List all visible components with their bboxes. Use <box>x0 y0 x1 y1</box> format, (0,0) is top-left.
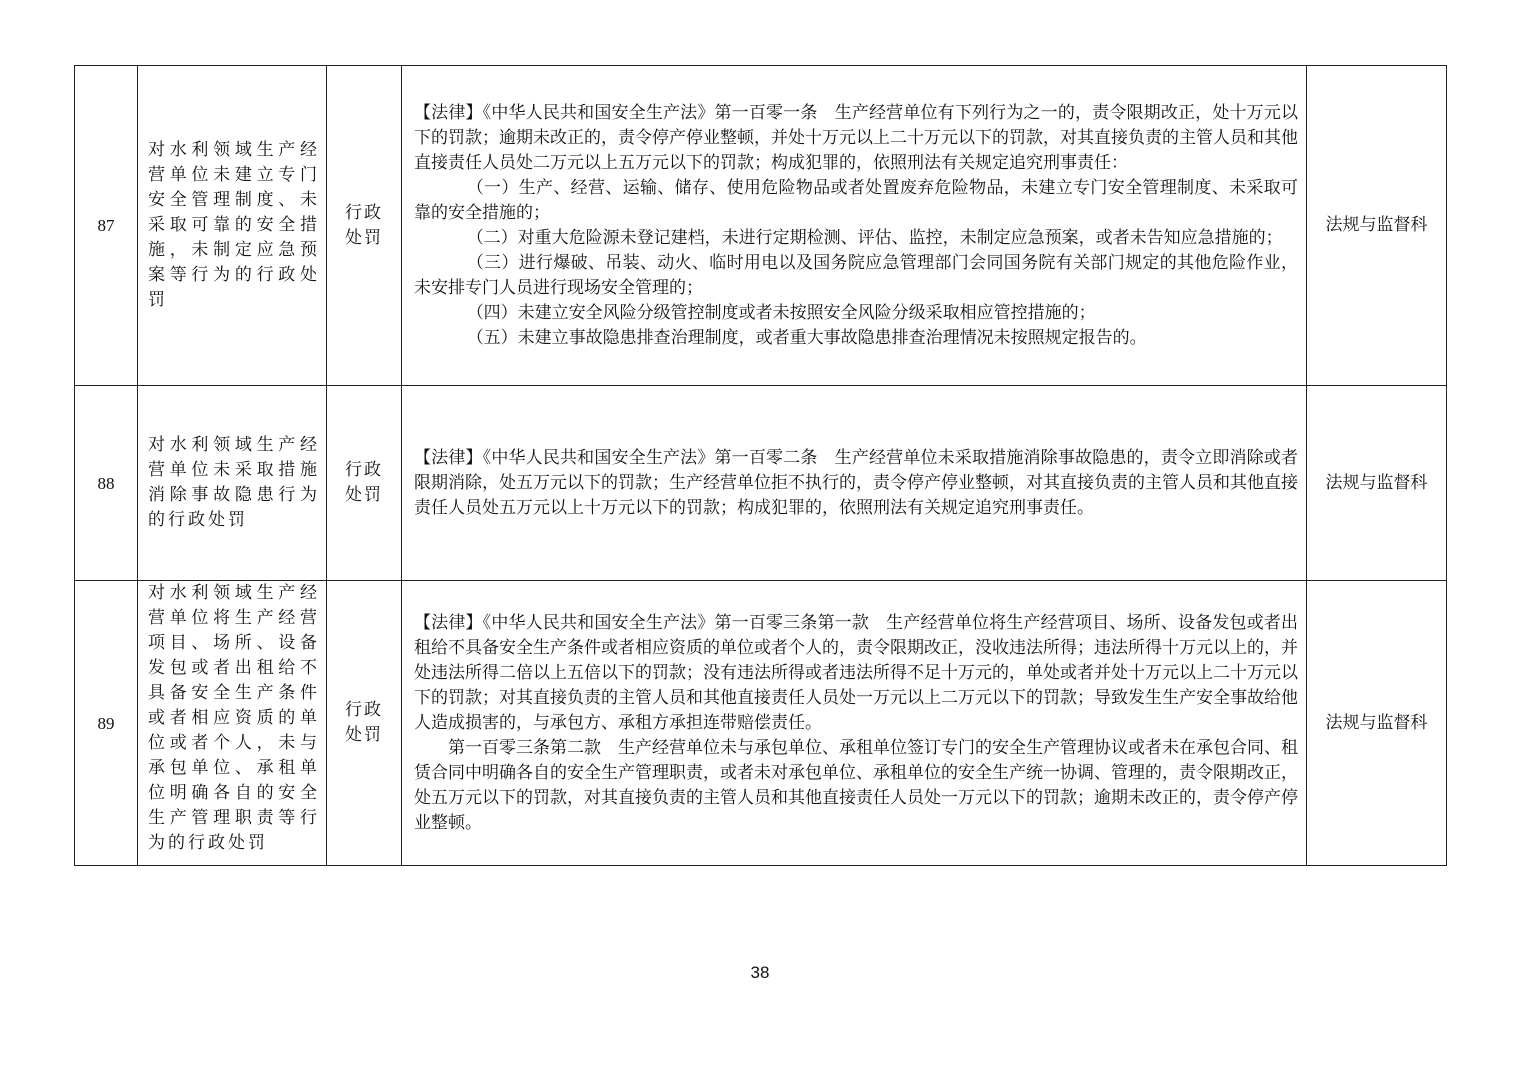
table-row <box>75 581 1447 866</box>
responsible-dept: 法规与监督科 <box>1307 66 1447 386</box>
table-row <box>75 386 1447 581</box>
basis-paragraph: 【法律】《中华人民共和国安全生产法》第一百零三条第一款 生产经营单位将生产经营项目、场所、设备发包或者出租给不具备安全生产条件或者相应资质的单位或者个人的，责令限期改正，没收违法所得；违法所得十万元以上的，并处违法所得二倍以上五倍以下的罚款；没有违法所得或者违法所得不足十万元的，单处或者并处十万元以上二十万元以下的罚款；对其直接负责的主管人员和其他直接责任人员处一万元以上二万元以下的罚款；导致发生生产安全事故给他人造成损害的，与承包方、承租方承担连带赔偿责任。 <box>414 612 1298 733</box>
responsible-dept: 法规与监督科 <box>1307 386 1447 581</box>
action-type-text: 行政 处罚 <box>345 202 383 248</box>
row-number: 88 <box>75 386 138 581</box>
basis-paragraph: （四）未建立安全风险分级管控制度或者未按照安全风险分级采取相应管控措施的； <box>466 302 1096 323</box>
basis-paragraph: （一）生产、经营、运输、储存、使用危险物品或者处置废弃危险物品，未建立专门安全管理制度、未采取可靠的安全措施的； <box>414 177 1298 223</box>
legal-basis <box>402 581 1307 866</box>
page-number: 38 <box>750 963 770 982</box>
table-row <box>75 66 1447 386</box>
basis-paragraph: 【法律】《中华人民共和国安全生产法》第一百零二条 生产经营单位未采取措施消除事故隐患的，责令立即消除或者限期消除，处五万元以下的罚款；生产经营单位拒不执行的，责令停产停业整顿，对其直接负责的主管人员和其他直接责任人员处五万元以上十万元以下的罚款；构成犯罪的，依照刑法有关规定追究刑事责任。 <box>414 447 1298 518</box>
item-name: 对水利领域生产经营单位将生产经营项目、场所、设备发包或者出租给不具备安全生产条件或者相应资质的单位或者个人，未与承包单位、承租单位明确各自的安全生产管理职责等行为的行政处罚 <box>138 581 327 866</box>
action-type-text: 行政 处罚 <box>345 700 383 745</box>
basis-paragraph: （三）进行爆破、吊装、动火、临时用电以及国务院应急管理部门会同国务院有关部门规定的其他危险作业，未安排专门人员进行现场安全管理的； <box>414 252 1298 298</box>
legal-basis <box>402 386 1307 581</box>
action-type <box>327 581 402 866</box>
item-name: 对水利领域生产经营单位未采取措施消除事故隐患行为的行政处罚 <box>138 386 327 581</box>
basis-paragraph: 【法律】《中华人民共和国安全生产法》第一百零一条 生产经营单位有下列行为之一的，责令限期改正，处十万元以下的罚款；逾期未改正的，责令停产停业整顿，并处十万元以上二十万元以下的罚款，对其直接负责的主管人员和其他直接责任人员处二万元以上五万元以下的罚款；构成犯罪的，依照刑法有关规定追究刑事责任： <box>414 102 1298 173</box>
responsible-dept: 法规与监督科 <box>1307 581 1447 866</box>
basis-paragraph: （五）未建立事故隐患排查治理制度，或者重大事故隐患排查治理情况未按照规定报告的。 <box>466 327 1147 348</box>
legal-basis <box>402 66 1307 386</box>
row-number: 89 <box>75 581 138 866</box>
row-number: 87 <box>75 66 138 386</box>
action-type <box>327 386 402 581</box>
item-name: 对水利领域生产经营单位未建立专门安全管理制度、未采取可靠的安全措施，未制定应急预案等行为的行政处罚 <box>138 66 327 386</box>
basis-paragraph: 第一百零三条第二款 生产经营单位未与承包单位、承租单位签订专门的安全生产管理协议或者未在承包合同、租赁合同中明确各自的安全生产管理职责，或者未对承包单位、承租单位的安全生产统一协调、管理的，责令限期改正，处五万元以下的罚款，对其直接负责的主管人员和其他直接责任人员处一万元以下的罚款；逾期未改正的，责令停产停业整顿。 <box>414 737 1298 833</box>
penalty-table <box>74 65 1447 866</box>
action-type-text: 行政 处罚 <box>345 460 383 505</box>
action-type <box>327 66 402 386</box>
basis-paragraph: （二）对重大危险源未登记建档，未进行定期检测、评估、监控，未制定应急预案，或者未告知应急措施的； <box>466 227 1283 248</box>
